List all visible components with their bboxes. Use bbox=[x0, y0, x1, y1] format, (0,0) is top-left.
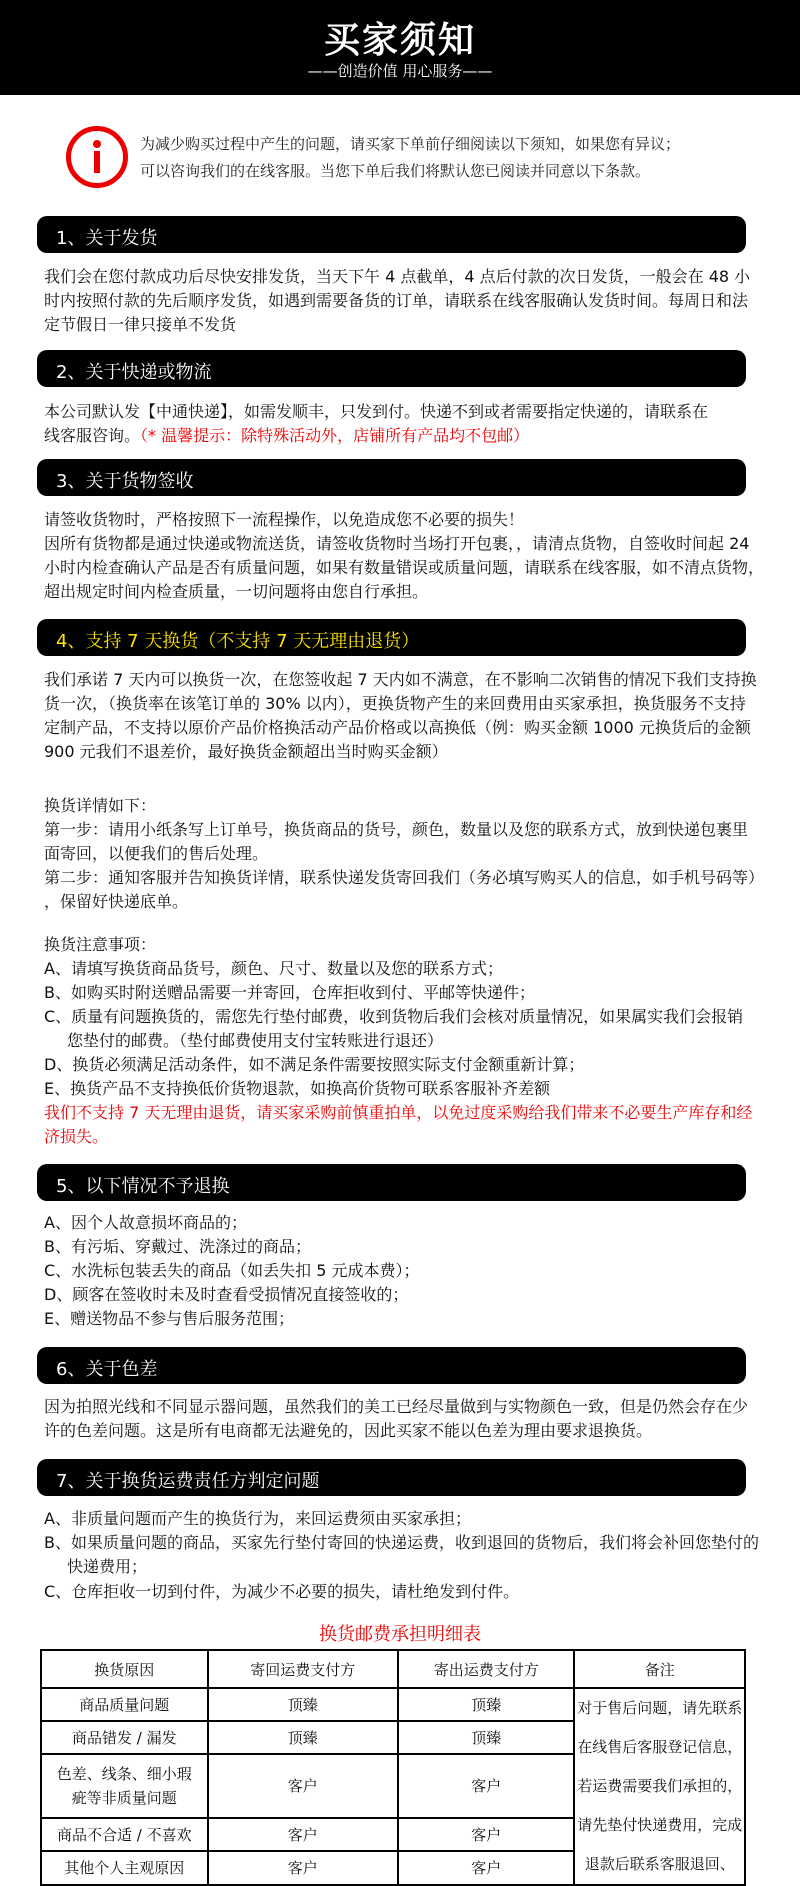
cell: 顶臻 bbox=[398, 1721, 574, 1754]
section-title: 6、关于色差 bbox=[56, 1359, 158, 1380]
section-header-no-return bbox=[37, 1164, 746, 1201]
text-line: D、换货必须满足活动条件，如不满足条件需要按照实际支付金额重新计算； bbox=[44, 1055, 585, 1074]
list-item: B、如果质量问题的商品，买家先行垫付寄回的快递运费，收到退回的货物后，我们将会补回您垫付的 bbox=[44, 1533, 759, 1552]
notes-title: 换货注意事项： bbox=[44, 935, 157, 954]
text-line: A、请填写换货商品货号，颜色、尺寸、数量以及您的联系方式； bbox=[44, 959, 503, 978]
exchange-warning: 我们不支持 7 天无理由退货，请买家采购前慎重拍单，以免过度采购给我们带来不必要生产库存和经 bbox=[44, 1103, 753, 1122]
text-line: 请签收货物时，严格按照下一流程操作，以免造成您不必要的损失！ bbox=[44, 510, 525, 529]
column-header: 换货原因 bbox=[41, 1650, 208, 1688]
list-item: B、有污垢、穿戴过、洗涤过的商品； bbox=[44, 1237, 311, 1256]
text-line: 我们会在您付款成功后尽快安排发货，当天下午 4 点截单，4 点后付款的次日发货，一般会在 48 小 bbox=[44, 267, 751, 286]
list-item: C、仓库拒收一切到付件，为减少不必要的损失，请杜绝发到付件。 bbox=[44, 1582, 520, 1601]
section-header-courier bbox=[37, 350, 746, 387]
column-header: 寄出运费支付方 bbox=[398, 1650, 574, 1688]
list-item: A、非质量问题而产生的换货行为，来回运费须由买家承担； bbox=[44, 1509, 471, 1528]
text-line: 定节假日一律只接单不发货 bbox=[44, 315, 237, 334]
column-header: 备注 bbox=[574, 1650, 745, 1688]
section-title: 1、关于发货 bbox=[56, 228, 158, 249]
cell: 客户 bbox=[398, 1754, 574, 1818]
info-icon bbox=[66, 126, 128, 188]
table-row bbox=[41, 1688, 745, 1721]
section-title: 3、关于货物签收 bbox=[56, 471, 194, 492]
cell: 顶臻 bbox=[208, 1721, 398, 1754]
cell: 客户 bbox=[398, 1851, 574, 1885]
cell: 商品质量问题 bbox=[41, 1688, 208, 1721]
list-item: E、赠送物品不参与售后服务范围； bbox=[44, 1309, 295, 1328]
section-header-freight bbox=[37, 1459, 746, 1496]
freight-table bbox=[40, 1649, 746, 1886]
exchange-warning: 济损失。 bbox=[44, 1127, 109, 1146]
text-line: 我们承诺 7 天内可以换货一次，在您签收起 7 天内如不满意，在不影响二次销售的情况下我们支持换 bbox=[44, 670, 757, 689]
text-line bbox=[44, 426, 529, 446]
list-item: 快递费用； bbox=[67, 1557, 148, 1576]
cell: 其他个人主观原因 bbox=[41, 1851, 208, 1885]
section-header-color bbox=[37, 1347, 746, 1384]
text-line: ，保留好快递底单。 bbox=[44, 892, 189, 911]
text-line: 900 元我们不退差价，最好换货金额超出当时购买金额） bbox=[44, 742, 448, 761]
table-title: 换货邮费承担明细表 bbox=[319, 1624, 481, 1645]
table-header-row bbox=[41, 1650, 745, 1688]
cell: 客户 bbox=[208, 1851, 398, 1885]
text-line: E、换货产品不支持换低价货物退款，如换高价货物可联系客服补齐差额 bbox=[44, 1079, 551, 1098]
page-header bbox=[0, 0, 800, 95]
page-title: 买家须知 bbox=[323, 20, 476, 61]
cell: 商品不合适 / 不喜欢 bbox=[41, 1818, 208, 1851]
column-header: 寄回运费支付方 bbox=[208, 1650, 398, 1688]
text-line: 货一次，（换货率在该笔订单的 30% 以内），更换货物产生的来回费用由买家承担，换货服务不支持 bbox=[44, 694, 746, 713]
text-line: 本公司默认发【中通快递】，如需发顺丰，只发到付。快递不到或者需要指定快递的，请联系在 bbox=[44, 402, 709, 421]
intro-line: 为减少购买过程中产生的问题，请买家下单前仔细阅读以下须知，如果您有异议； bbox=[140, 135, 681, 153]
list-item: A、因个人故意损坏商品的； bbox=[44, 1213, 247, 1232]
section-header-receipt bbox=[37, 459, 746, 496]
note-cell: 对于售后问题，请先联系在线售后客服登记信息，若运费需要我们承担的，请先垫付快递费用，完成退款后联系客服退回、 bbox=[574, 1688, 745, 1885]
text-line: 小时内检查确认产品是否有质量问题，如果有数量错误或质量问题，请联系在线客服，如不清点货物， bbox=[44, 558, 765, 577]
shipping-warning: （* 温馨提示：除特殊活动外，店铺所有产品均不包邮） bbox=[140, 426, 530, 445]
text-line: 第二步：通知客服并告知换货详情，联系快递发货寄回我们（务必填写购买人的信息，如手机号码等） bbox=[44, 868, 765, 887]
text-line: 因所有货物都是通过快递或物流送货，请签收货物时当场打开包裹，，请清点货物，自签收时间起 24 bbox=[44, 534, 750, 553]
cell: 客户 bbox=[398, 1818, 574, 1851]
cell: 顶臻 bbox=[208, 1688, 398, 1721]
text-line: 许的色差问题。这是所有电商都无法避免的，因此买家不能以色差为理由要求退换货。 bbox=[44, 1421, 653, 1440]
intro-line: 可以咨询我们的在线客服。当您下单后我们将默认您已阅读并同意以下条款。 bbox=[140, 162, 651, 180]
text-line: C、质量有问题换货的，需您先行垫付邮费，收到货物后我们会核对质量情况，如果属实我们会报销 bbox=[44, 1007, 744, 1026]
cell: 商品错发 / 漏发 bbox=[41, 1721, 208, 1754]
cell: 客户 bbox=[208, 1754, 398, 1818]
text-line: 您垫付的邮费。（垫付邮费使用支付宝转账进行退还） bbox=[67, 1031, 444, 1050]
text-line: B、如购买时附送赠品需要一并寄回，仓库拒收到付、平邮等快递件； bbox=[44, 983, 535, 1002]
text-line: 第一步：请用小纸条写上订单号，换货商品的货号，颜色，数量以及您的联系方式，放到快递包裹里 bbox=[44, 820, 749, 839]
text: 线客服咨询。 bbox=[44, 426, 141, 445]
text-line: 超出规定时间内检查质量，一切问题将由您自行承担。 bbox=[44, 582, 429, 601]
section-title: 7、关于换货运费责任方判定问题 bbox=[56, 1471, 320, 1492]
section-header-shipping bbox=[37, 216, 746, 253]
text-line: 定制产品，不支持以原价产品价格换活动产品价格或以高换低（例：购买金额 1000 元换货后的金额 bbox=[44, 718, 751, 737]
cell: 客户 bbox=[208, 1818, 398, 1851]
section-title: 5、以下情况不予退换 bbox=[56, 1176, 230, 1197]
cell: 色差、线条、细小瑕疵等非质量问题 bbox=[41, 1754, 208, 1818]
text-line: 时内按照付款的先后顺序发货，如遇到需要备货的订单，请联系在线客服确认发货时间。每周日和法 bbox=[44, 291, 749, 310]
list-item: D、顾客在签收时未及时查看受损情况直接签收的； bbox=[44, 1285, 409, 1304]
cell: 顶臻 bbox=[398, 1688, 574, 1721]
section-header-exchange bbox=[37, 619, 746, 656]
details-title: 换货详情如下： bbox=[44, 796, 157, 815]
list-item: C、水洗标包装丢失的商品（如丢失扣 5 元成本费）； bbox=[44, 1261, 420, 1280]
section-title: 2、关于快递或物流 bbox=[56, 362, 212, 383]
text-line: 面寄回，以便我们的售后处理。 bbox=[44, 844, 269, 863]
section-title: 4、支持 7 天换货（不支持 7 天无理由退货） bbox=[56, 631, 420, 652]
page-subtitle: ——创造价值 用心服务—— bbox=[307, 62, 493, 80]
text-line: 因为拍照光线和不同显示器问题，虽然我们的美工已经尽量做到与实物颜色一致，但是仍然会存在少 bbox=[44, 1397, 749, 1416]
